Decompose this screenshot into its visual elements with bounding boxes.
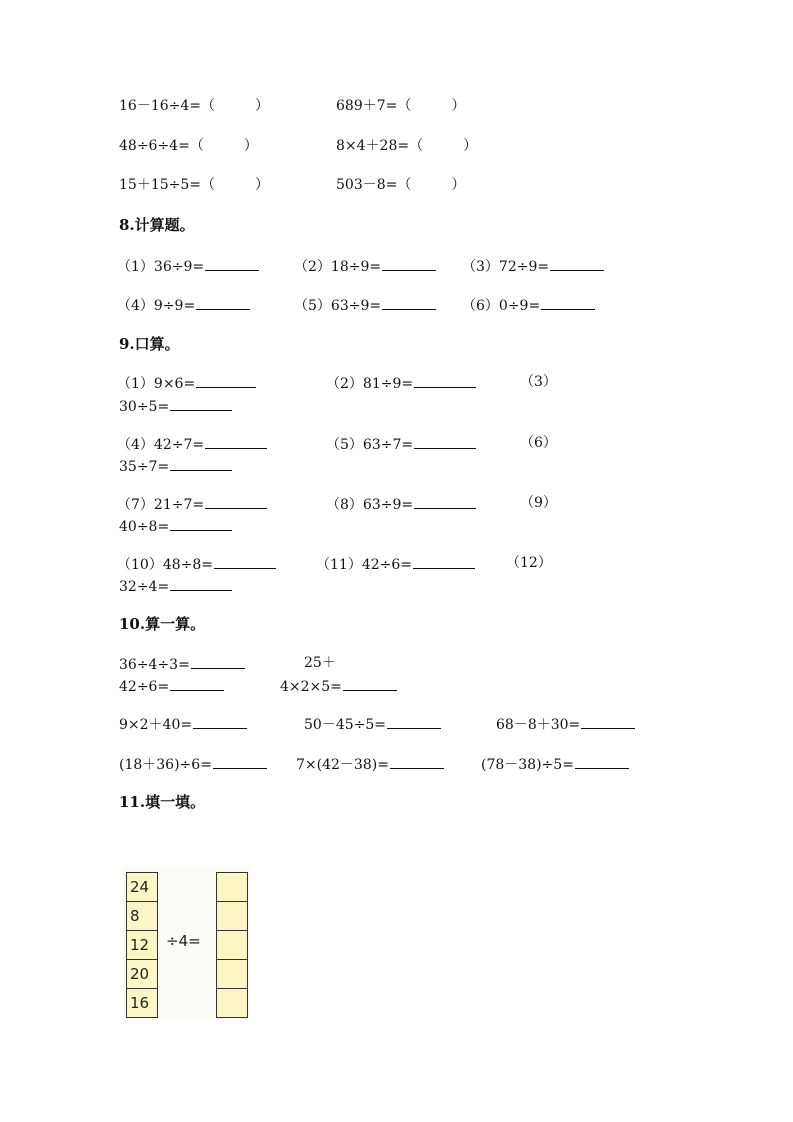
answer-blank[interactable]: [575, 754, 629, 769]
problem-9-9-label: （9）: [520, 495, 557, 511]
answer-blank[interactable]: [541, 295, 595, 310]
section-8-title: 8.计算题。: [119, 216, 195, 234]
division-figure: [122, 866, 250, 1020]
expr-close: ）: [451, 98, 466, 114]
answer-blank[interactable]: [191, 654, 245, 669]
answer-cell[interactable]: [217, 989, 247, 1017]
problem-text: （11）42÷6=: [316, 557, 412, 573]
section-10-title: 10.算一算。: [119, 615, 206, 633]
problem-text: 30÷5=: [119, 399, 170, 415]
problem-text: 36÷4÷3=: [119, 657, 190, 673]
problem-text: 32÷4=: [119, 579, 170, 595]
answer-blank[interactable]: [390, 754, 444, 769]
problem-10-9: [481, 754, 629, 774]
problem-text: （2）81÷9=: [326, 376, 414, 392]
answer-blank[interactable]: [170, 676, 224, 691]
problem-10-3: [280, 676, 397, 696]
answer-blank[interactable]: [170, 576, 232, 591]
problem-9-12-label: （12）: [506, 555, 552, 571]
problem-10-4: [119, 714, 247, 734]
problem-text: 4×2×5=: [280, 679, 342, 695]
problem-9-7: [117, 494, 267, 514]
answer-blank[interactable]: [581, 714, 635, 729]
answer-cell[interactable]: [217, 960, 247, 989]
expr-close: ）: [451, 177, 466, 193]
answer-blank[interactable]: [213, 754, 267, 769]
problem-9-6: [119, 456, 232, 476]
answer-blank[interactable]: [414, 373, 476, 388]
expr-text: 16－16÷4=（: [119, 98, 215, 114]
answer-blank[interactable]: [413, 554, 475, 569]
problem-10-2: [119, 676, 224, 696]
dividend-cell: 24: [127, 873, 157, 902]
section-11-title: 11.填一填。: [119, 793, 206, 811]
answer-blank[interactable]: [387, 714, 441, 729]
problem-10-7: [119, 754, 267, 774]
problem-text: （8）63÷9=: [326, 497, 414, 513]
answer-blank[interactable]: [343, 676, 397, 691]
problem-9-3: [119, 396, 232, 416]
answer-blank[interactable]: [214, 554, 276, 569]
dividend-cell: 16: [130, 994, 150, 1012]
answer-blank[interactable]: [170, 396, 232, 411]
answer-column: [216, 872, 248, 1018]
answer-blank[interactable]: [170, 516, 232, 531]
answer-blank[interactable]: [193, 714, 247, 729]
problem-9-10: [117, 554, 276, 574]
answer-blank[interactable]: [382, 295, 436, 310]
dividend-cell: 20: [127, 960, 157, 989]
expr-close: ）: [255, 98, 269, 114]
expr-close: ）: [255, 177, 269, 193]
problem-8-4: [117, 295, 250, 315]
problem-10-8: [296, 754, 444, 774]
expr-text: 8×4＋28=（: [336, 138, 424, 154]
answer-blank[interactable]: [205, 256, 259, 271]
expr-503-minus: [336, 176, 465, 194]
problem-text: （3）72÷9=: [462, 259, 550, 275]
problem-text: （7）21÷7=: [117, 497, 205, 513]
problem-text: （4）42÷7=: [117, 437, 205, 453]
expr-text: 15＋15÷5=（: [119, 177, 215, 193]
problem-text: 7×(42－38)=: [296, 757, 389, 773]
problem-9-12: [119, 576, 232, 596]
problem-10-6: [496, 714, 635, 734]
problem-9-4: [117, 434, 267, 454]
problem-text: 35÷7=: [119, 459, 170, 475]
answer-blank[interactable]: [205, 434, 267, 449]
problem-9-9: [119, 516, 232, 536]
section-9-title: 9.口算。: [119, 335, 180, 353]
answer-blank[interactable]: [414, 434, 476, 449]
expr-15-plus: [119, 176, 269, 194]
problem-8-5: [294, 295, 436, 315]
problem-text: （6）0÷9=: [462, 298, 541, 314]
expr-close: ）: [463, 138, 478, 154]
problem-text: 50－45÷5=: [304, 717, 386, 733]
problem-10-1: [119, 654, 245, 674]
problem-text: (18＋36)÷6=: [119, 757, 212, 773]
problem-text: （4）9÷9=: [117, 298, 196, 314]
answer-blank[interactable]: [550, 256, 604, 271]
expr-48-div: [119, 137, 258, 155]
problem-text: 9×2＋40=: [119, 717, 193, 733]
expr-text: 689＋7=（: [336, 98, 412, 114]
problem-9-3-label: （3）: [520, 374, 557, 390]
problem-text: （1）9×6=: [117, 376, 196, 392]
expr-8-times: [336, 137, 477, 155]
problem-9-6-label: （6）: [520, 435, 557, 451]
problem-text: 42÷6=: [119, 679, 170, 695]
problem-text: （10）48÷8=: [117, 557, 213, 573]
problem-text: （1）36÷9=: [117, 259, 205, 275]
expr-text: 503－8=（: [336, 177, 412, 193]
answer-blank[interactable]: [196, 373, 256, 388]
dividend-cell: 12: [127, 931, 157, 960]
divide-operator: ÷4=: [166, 932, 201, 950]
problem-text: 40÷8=: [119, 519, 170, 535]
dividend-cell: 8: [127, 902, 157, 931]
answer-cell[interactable]: [217, 902, 247, 931]
problem-text: （5）63÷7=: [326, 437, 414, 453]
problem-text: (78－38)÷5=: [481, 757, 574, 773]
expr-text: 48÷6÷4=（: [119, 138, 204, 154]
problem-text: 68－8＋30=: [496, 717, 581, 733]
answer-blank[interactable]: [170, 456, 232, 471]
problem-9-1: [117, 373, 256, 393]
answer-cell[interactable]: [217, 931, 247, 960]
answer-blank[interactable]: [205, 494, 267, 509]
dividend-column: [126, 872, 158, 1018]
problem-9-8: [326, 494, 476, 514]
expr-16-minus: [119, 97, 269, 115]
problem-text: （5）63÷9=: [294, 298, 382, 314]
problem-8-6: [462, 295, 595, 315]
problem-10-5: [304, 714, 441, 734]
problem-10-2-part: 25＋: [304, 655, 336, 671]
expr-close: ）: [243, 138, 258, 154]
problem-9-5: [326, 434, 476, 454]
answer-cell[interactable]: [217, 873, 247, 902]
problem-text: （2）18÷9=: [294, 259, 382, 275]
problem-9-2: [326, 373, 476, 393]
problem-9-11: [316, 554, 475, 574]
answer-blank[interactable]: [414, 494, 476, 509]
problem-8-3: [462, 256, 604, 276]
expr-689-plus: [336, 97, 465, 115]
problem-8-2: [294, 256, 436, 276]
answer-blank[interactable]: [196, 295, 250, 310]
problem-8-1: [117, 256, 259, 276]
answer-blank[interactable]: [382, 256, 436, 271]
